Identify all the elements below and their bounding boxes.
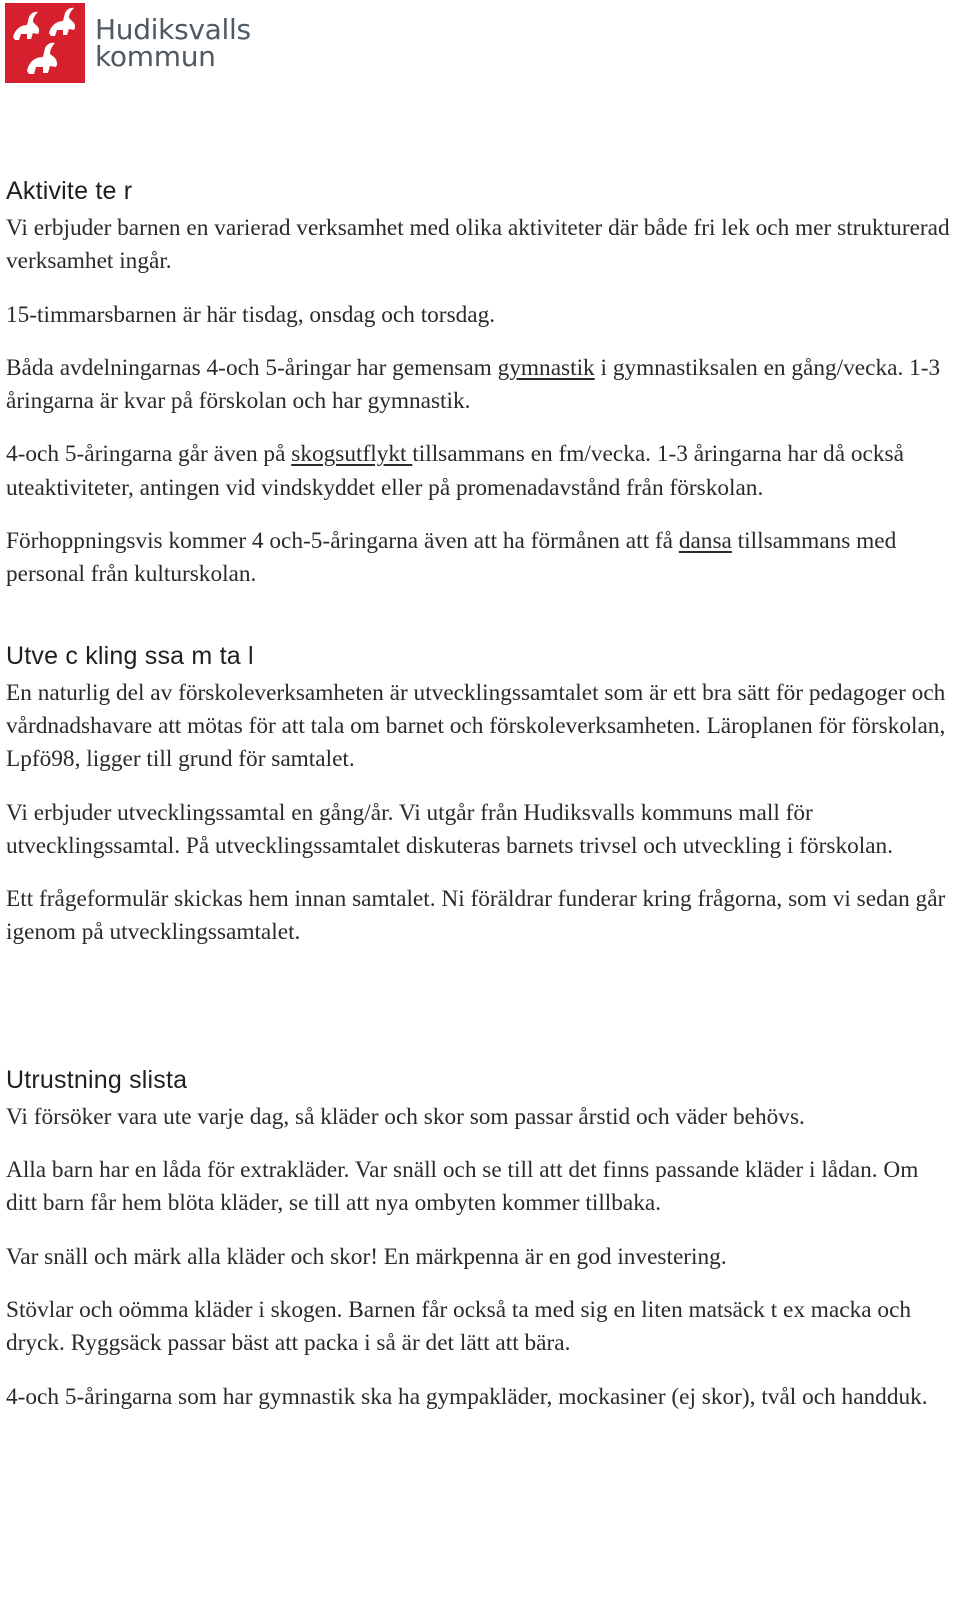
document-body — [6, 172, 951, 1434]
paragraph — [6, 525, 951, 592]
paragraph-text: Båda avdelningarnas 4-och 5-åringar har gemensam — [6, 354, 498, 381]
page-header — [5, 3, 251, 83]
paragraph: Alla barn har en låda för extrakläder. Var snäll och se till att det finns passande kläder i lådan. Om ditt barn får hem blöta kläder, se till att nya ombyten kommer tillbaka. — [6, 1157, 919, 1217]
paragraph: 15-timmarsbarnen är här tisdag, onsdag och torsdag. — [6, 301, 496, 328]
paragraph: En naturlig del av förskoleverksamheten är utvecklingssamtalet som är ett bra sätt för pedagoger och vårdnadshavare att mötas för att tala om barnet och förskoleverksamheten. Läroplanen för förskolan, Lpfö98, ligger till grund för samtalet. — [6, 679, 946, 773]
paragraph — [6, 352, 951, 419]
logo-text-line2: kommun — [95, 40, 216, 73]
paragraph: 4-och 5-åringarna som har gymnastik ska ha gympakläder, mockasiner (ej skor), tvål och handduk. — [6, 1383, 928, 1410]
section-utvecklingssamtal — [6, 637, 951, 950]
paragraph — [6, 438, 951, 505]
skogsutflykt-link[interactable]: skogsutflykt — [291, 441, 413, 468]
dansa-link[interactable]: dansa — [678, 528, 732, 555]
section-heading: Aktivite te r — [6, 177, 133, 205]
paragraph: Var snäll och märk alla kläder och skor! En märkpenna är en god investering. — [6, 1243, 727, 1270]
paragraph-text: tillsammans med personal från kulturskolan. — [6, 528, 897, 588]
paragraph: Vi erbjuder utvecklingssamtal en gång/år. Vi utgår från Hudiksvalls kommuns mall för utvecklingssamtal. På utvecklingssamtalet diskuteras barnets trivsel och utveckling i förskolan. — [6, 799, 894, 859]
section-utrustningslista — [6, 1061, 951, 1414]
spacer — [6, 612, 951, 637]
gymnastik-link[interactable]: gymnastik — [497, 354, 595, 381]
paragraph-text: Förhoppningsvis kommer 4 och-5-åringarna även att ha förmånen att få — [6, 528, 679, 555]
section-heading: Utve c kling ssa m ta l — [6, 641, 254, 670]
paragraph: Vi erbjuder barnen en varierad verksamhet med olika aktiviteter där både fri lek och mer strukturerad verksamhet ingår. — [6, 215, 950, 275]
paragraph-text: i gymnastiksalen en gång/vecka. 1-3 åringarna är kvar på förskolan och har gymnastik. — [6, 354, 941, 415]
logo-text-line1: Hudiksvalls — [95, 13, 251, 46]
paragraph: Ett frågeformulär skickas hem innan samtalet. Ni föräldrar funderar kring frågorna, som vi sedan går igenom på utvecklingssamtalet. — [6, 886, 946, 946]
section-heading: Utrustning slista — [6, 1065, 188, 1094]
logo-wordmark — [95, 13, 251, 73]
section-aktiviteter — [6, 172, 951, 592]
paragraph-text: tillsammans en fm/vecka. 1-3 åringarna har då också uteaktiviteter, antingen vid vindskyddet eller på promenadavstånd från förskolan. — [6, 441, 904, 501]
paragraph: Stövlar och oömma kläder i skogen. Barnen får också ta med sig en liten matsäck t ex macka och dryck. Ryggsäck passar bäst att packa i så är det lätt att bära. — [6, 1296, 912, 1357]
paragraph-text: 4-och 5-åringarna går även på — [6, 441, 292, 468]
paragraph: Vi försöker vara ute varje dag, så kläder och skor som passar årstid och väder behövs. — [6, 1103, 805, 1130]
hudiksvall-goats-logo-icon — [5, 3, 85, 83]
spacer — [6, 970, 951, 1061]
